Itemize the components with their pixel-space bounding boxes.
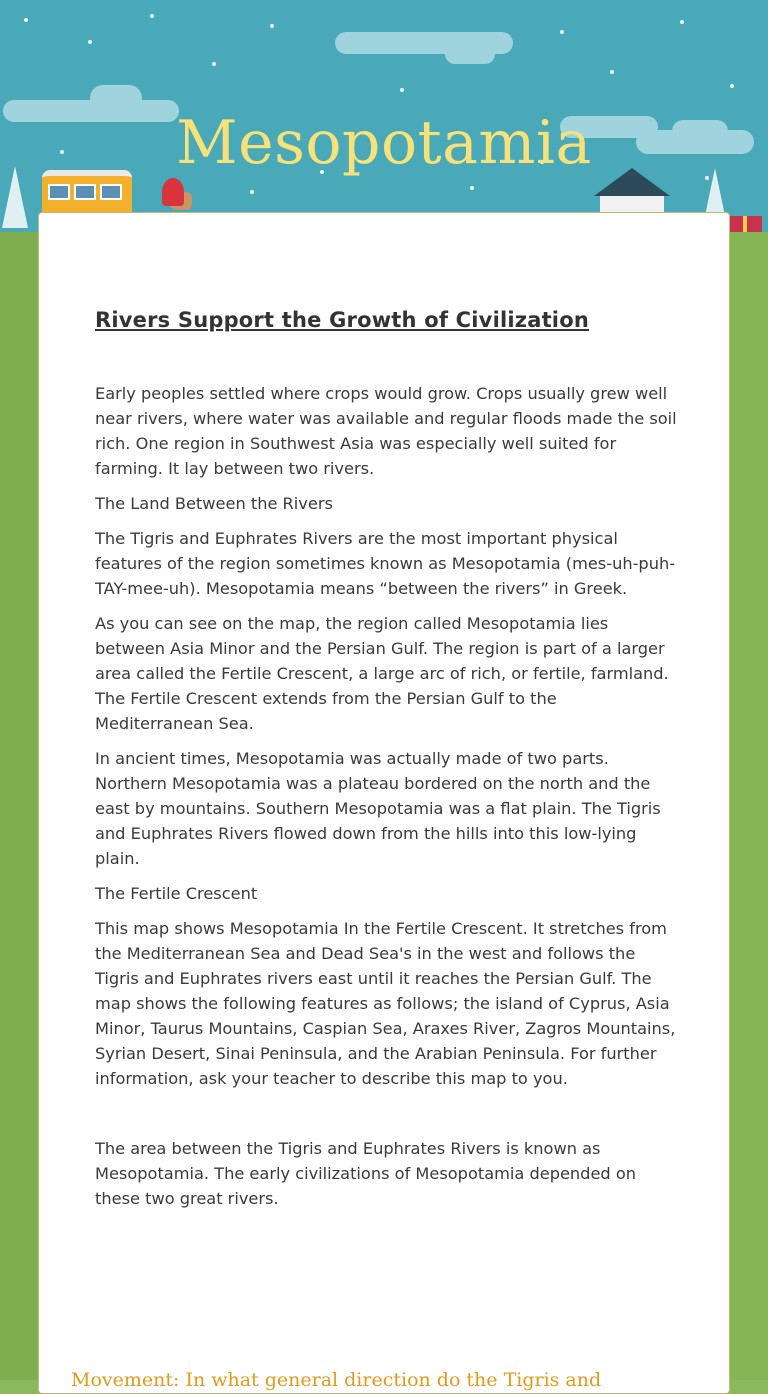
article-heading: Rivers Support the Growth of Civilization bbox=[95, 308, 589, 332]
snowflake bbox=[560, 30, 564, 34]
cloud-decoration bbox=[445, 44, 495, 64]
snowflake bbox=[400, 88, 404, 92]
paragraph-tigris-euphrates: The Tigris and Euphrates Rivers are the most important physical features of the region sometimes known as Mesopotamia (mes-uh-puh-TAY-mee-uh). Mesopotamia means “between the rivers” in Greek. bbox=[95, 529, 676, 598]
grass-left-decoration bbox=[0, 232, 40, 1380]
santa-decoration bbox=[162, 178, 184, 206]
subheading-fertile-crescent: The Fertile Crescent bbox=[95, 884, 258, 903]
bus-window bbox=[74, 184, 96, 200]
snowflake bbox=[24, 18, 28, 22]
snowflake bbox=[212, 62, 216, 66]
bus-window bbox=[48, 184, 70, 200]
broken-map-image-alt-text bbox=[95, 916, 679, 1091]
worksheet-card bbox=[38, 212, 730, 1394]
snowflake bbox=[470, 186, 474, 190]
paragraph-closing: The area between the Tigris and Euphrates Rivers is known as Mesopotamia. The early civilizations of Mesopotamia depended on these two great rivers. bbox=[95, 1139, 637, 1208]
bus-window bbox=[100, 184, 122, 200]
snowflake bbox=[610, 70, 614, 74]
snowflake bbox=[680, 20, 684, 24]
snowflake bbox=[150, 14, 154, 18]
snowflake bbox=[270, 24, 274, 28]
map-alt-text: This map shows Mesopotamia In the Fertile Crescent. It stretches from the Mediterranean Sea and Dead Sea's in the west and follows the Tigris and Euphrates rivers east until it reaches the Persian Gulf. The map shows the following features as follows; the island of Cyprus, Asia Minor, Taurus Mountains, Caspian Sea, Araxes River, Zagros Mountains, Syrian Desert, Sinai Peninsula, and the Arabian Peninsula. For further information, ask your teacher to describe this map to you. bbox=[95, 919, 676, 1088]
paragraph-intro: Early peoples settled where crops would grow. Crops usually grew well near rivers, where water was available and regular floods made the soil rich. One region in Southwest Asia was especially well suited for farming. It lay between two rivers. bbox=[95, 384, 677, 478]
question-prompt: Movement: In what general direction do the Tigris and bbox=[71, 1369, 602, 1391]
paragraph-two-parts: In ancient times, Mesopotamia was actually made of two parts. Northern Mesopotamia was a plateau bordered on the north and the east by mountains. Southern Mesopotamia was a flat plain. The Tigris and Euphrates Rivers flowed down from the hills into this low-lying plain. bbox=[95, 749, 661, 868]
page-title: Mesopotamia bbox=[176, 108, 592, 178]
snowflake bbox=[730, 84, 734, 88]
grass-right-decoration bbox=[728, 232, 768, 1380]
snowflake bbox=[88, 40, 92, 44]
paragraph-map-region: As you can see on the map, the region called Mesopotamia lies between Asia Minor and the Persian Gulf. The region is part of a larger area called the Fertile Crescent, a large arc of rich, or fertile, farmland. The Fertile Crescent extends from the Persian Gulf to the Mediterranean Sea. bbox=[95, 614, 669, 733]
article-body bbox=[95, 305, 679, 1221]
snowflake bbox=[250, 190, 254, 194]
subheading-land-between-rivers: The Land Between the Rivers bbox=[95, 494, 333, 513]
